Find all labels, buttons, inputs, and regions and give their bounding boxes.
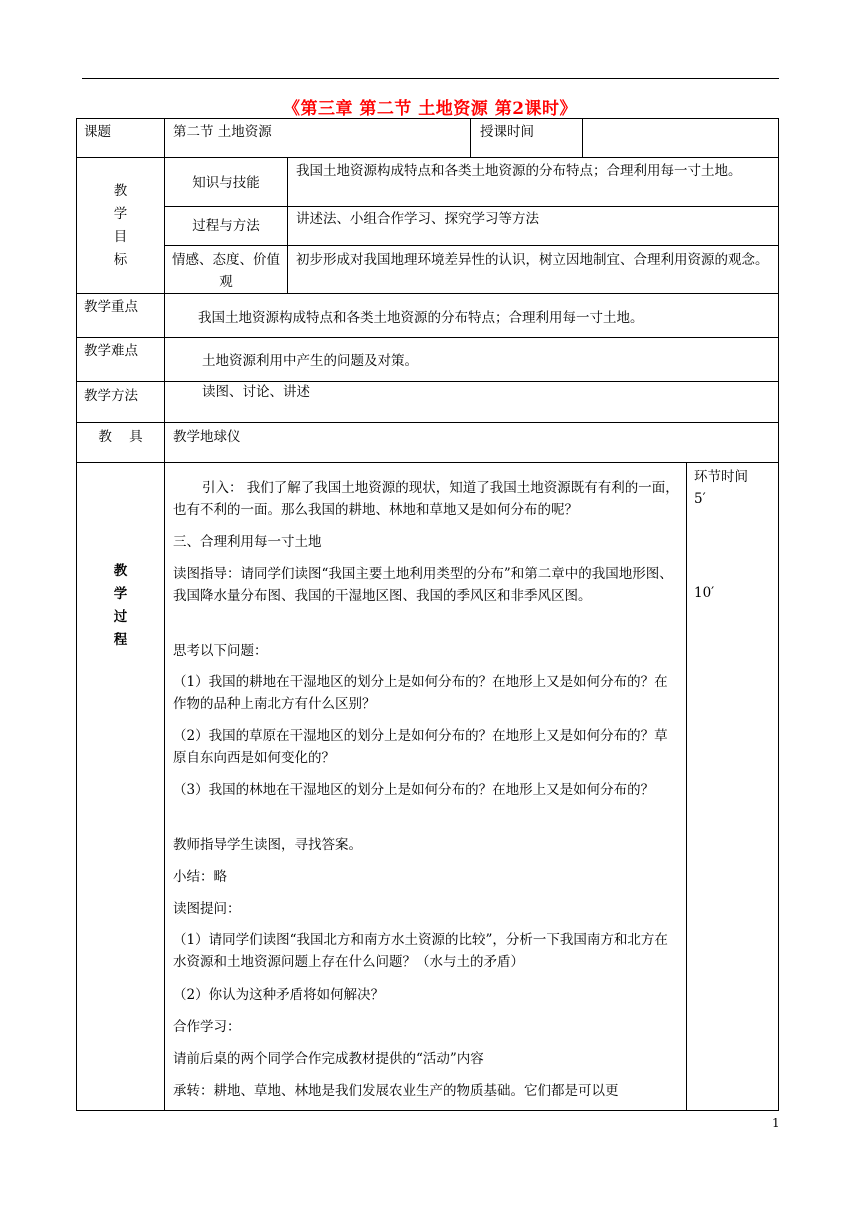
course-label: 课题: [84, 124, 111, 140]
process-paragraph-15: 承转：耕地、草地、林地是我们发展农业生产的物质基础。它们都是可以更: [173, 1083, 619, 1099]
process-paragraph-12: （2）你认为这种矛盾将如何解决？: [173, 987, 385, 1003]
process-paragraph-5: （1）我国的耕地在干湿地区的划分上是如何分布的？在地形上又是如何分布的？在作物的品种上南北方有什么区别？: [173, 674, 668, 712]
objectives-char-2: 学: [113, 206, 128, 222]
objectives-char-4: 标: [113, 252, 128, 268]
process-paragraph-7: （3）我国的林地在干湿地区的划分上是如何分布的？在地形上又是如何分布的？: [173, 782, 655, 798]
process-paragraph-13: 合作学习：: [173, 1019, 241, 1035]
objective-label-3: 情感、态度、价值观: [172, 252, 280, 290]
difficulties-label: 教学难点: [84, 343, 138, 359]
process-char-4: 程: [113, 632, 128, 648]
tools-label: 教 具: [98, 429, 143, 445]
process-paragraph-3: 读图指导：请同学们读图“我国主要土地利用类型的分布”和第二章中的我国地形图、我国降水量分布图、我国的干湿地区图、我国的季风区和非季风区图。: [173, 566, 673, 604]
methods-content: 读图、讨论、讲述: [202, 384, 310, 400]
objective-label-1: 知识与技能: [192, 175, 260, 191]
objective-content-3: 初步形成对我国地理环境差异性的认识，树立因地制宜、合理利用资源的观念。: [296, 252, 769, 268]
process-char-1: 教: [113, 563, 128, 579]
process-time-cell: [686, 462, 779, 1111]
objective-label-2: 过程与方法: [192, 218, 260, 234]
process-paragraph-1: 引入： 我们了解了我国土地资源的现状，知道了我国土地资源既有有利的一面，也有不利的一面。那么我国的耕地、林地和草地又是如何分布的呢？: [173, 480, 679, 518]
page-number: 1: [772, 1116, 780, 1130]
process-paragraph-14: 请前后桌的两个同学合作完成教材提供的“活动”内容: [173, 1051, 484, 1067]
objective-content-2: 讲述法、小组合作学习、探究学习等方法: [296, 211, 539, 227]
key-points-content: 我国土地资源构成特点和各类土地资源的分布特点；合理利用每一寸土地。: [198, 310, 644, 326]
process-char-3: 过: [113, 609, 128, 625]
difficulties-content: 土地资源利用中产生的问题及对策。: [202, 353, 418, 369]
objectives-char-1: 教: [113, 183, 128, 199]
process-paragraph-9: 小结：略: [173, 869, 227, 885]
time-1: 5′: [694, 491, 706, 507]
tools-content: 教学地球仪: [173, 429, 241, 445]
objectives-char-3: 目: [113, 229, 128, 245]
tools-content-cell: [164, 422, 779, 463]
process-paragraph-6: （2）我国的草原在干湿地区的划分上是如何分布的？在地形上又是如何分布的？草原自东向西是如何变化的？: [173, 728, 668, 766]
process-paragraph-4: 思考以下问题：: [173, 643, 268, 659]
process-char-2: 学: [113, 586, 128, 602]
time-header: 环节时间: [694, 469, 748, 485]
objective-content-1: 我国土地资源构成特点和各类土地资源的分布特点；合理利用每一寸土地。: [296, 163, 742, 179]
process-paragraph-11: （1）请同学们读图“我国北方和南方水土资源的比较”，分析一下我国南方和北方在水资源和土地资源问题上存在什么问题？（水与土的矛盾）: [173, 932, 668, 970]
header-rule: [82, 78, 779, 79]
time-2: 10′: [694, 585, 715, 601]
time-label: 授课时间: [480, 124, 534, 140]
process-paragraph-10: 读图提问：: [173, 901, 241, 917]
course-value: 第二节 土地资源: [173, 124, 272, 140]
page-title: 《第三章 第二节 土地资源 第2课时》: [282, 99, 578, 119]
time-value-cell: [582, 118, 779, 158]
methods-label: 教学方法: [84, 388, 138, 404]
key-points-label: 教学重点: [84, 299, 138, 315]
process-paragraph-8: 教师指导学生读图，寻找答案。: [173, 837, 362, 853]
process-paragraph-2: 三、合理利用每一寸土地: [173, 534, 322, 550]
